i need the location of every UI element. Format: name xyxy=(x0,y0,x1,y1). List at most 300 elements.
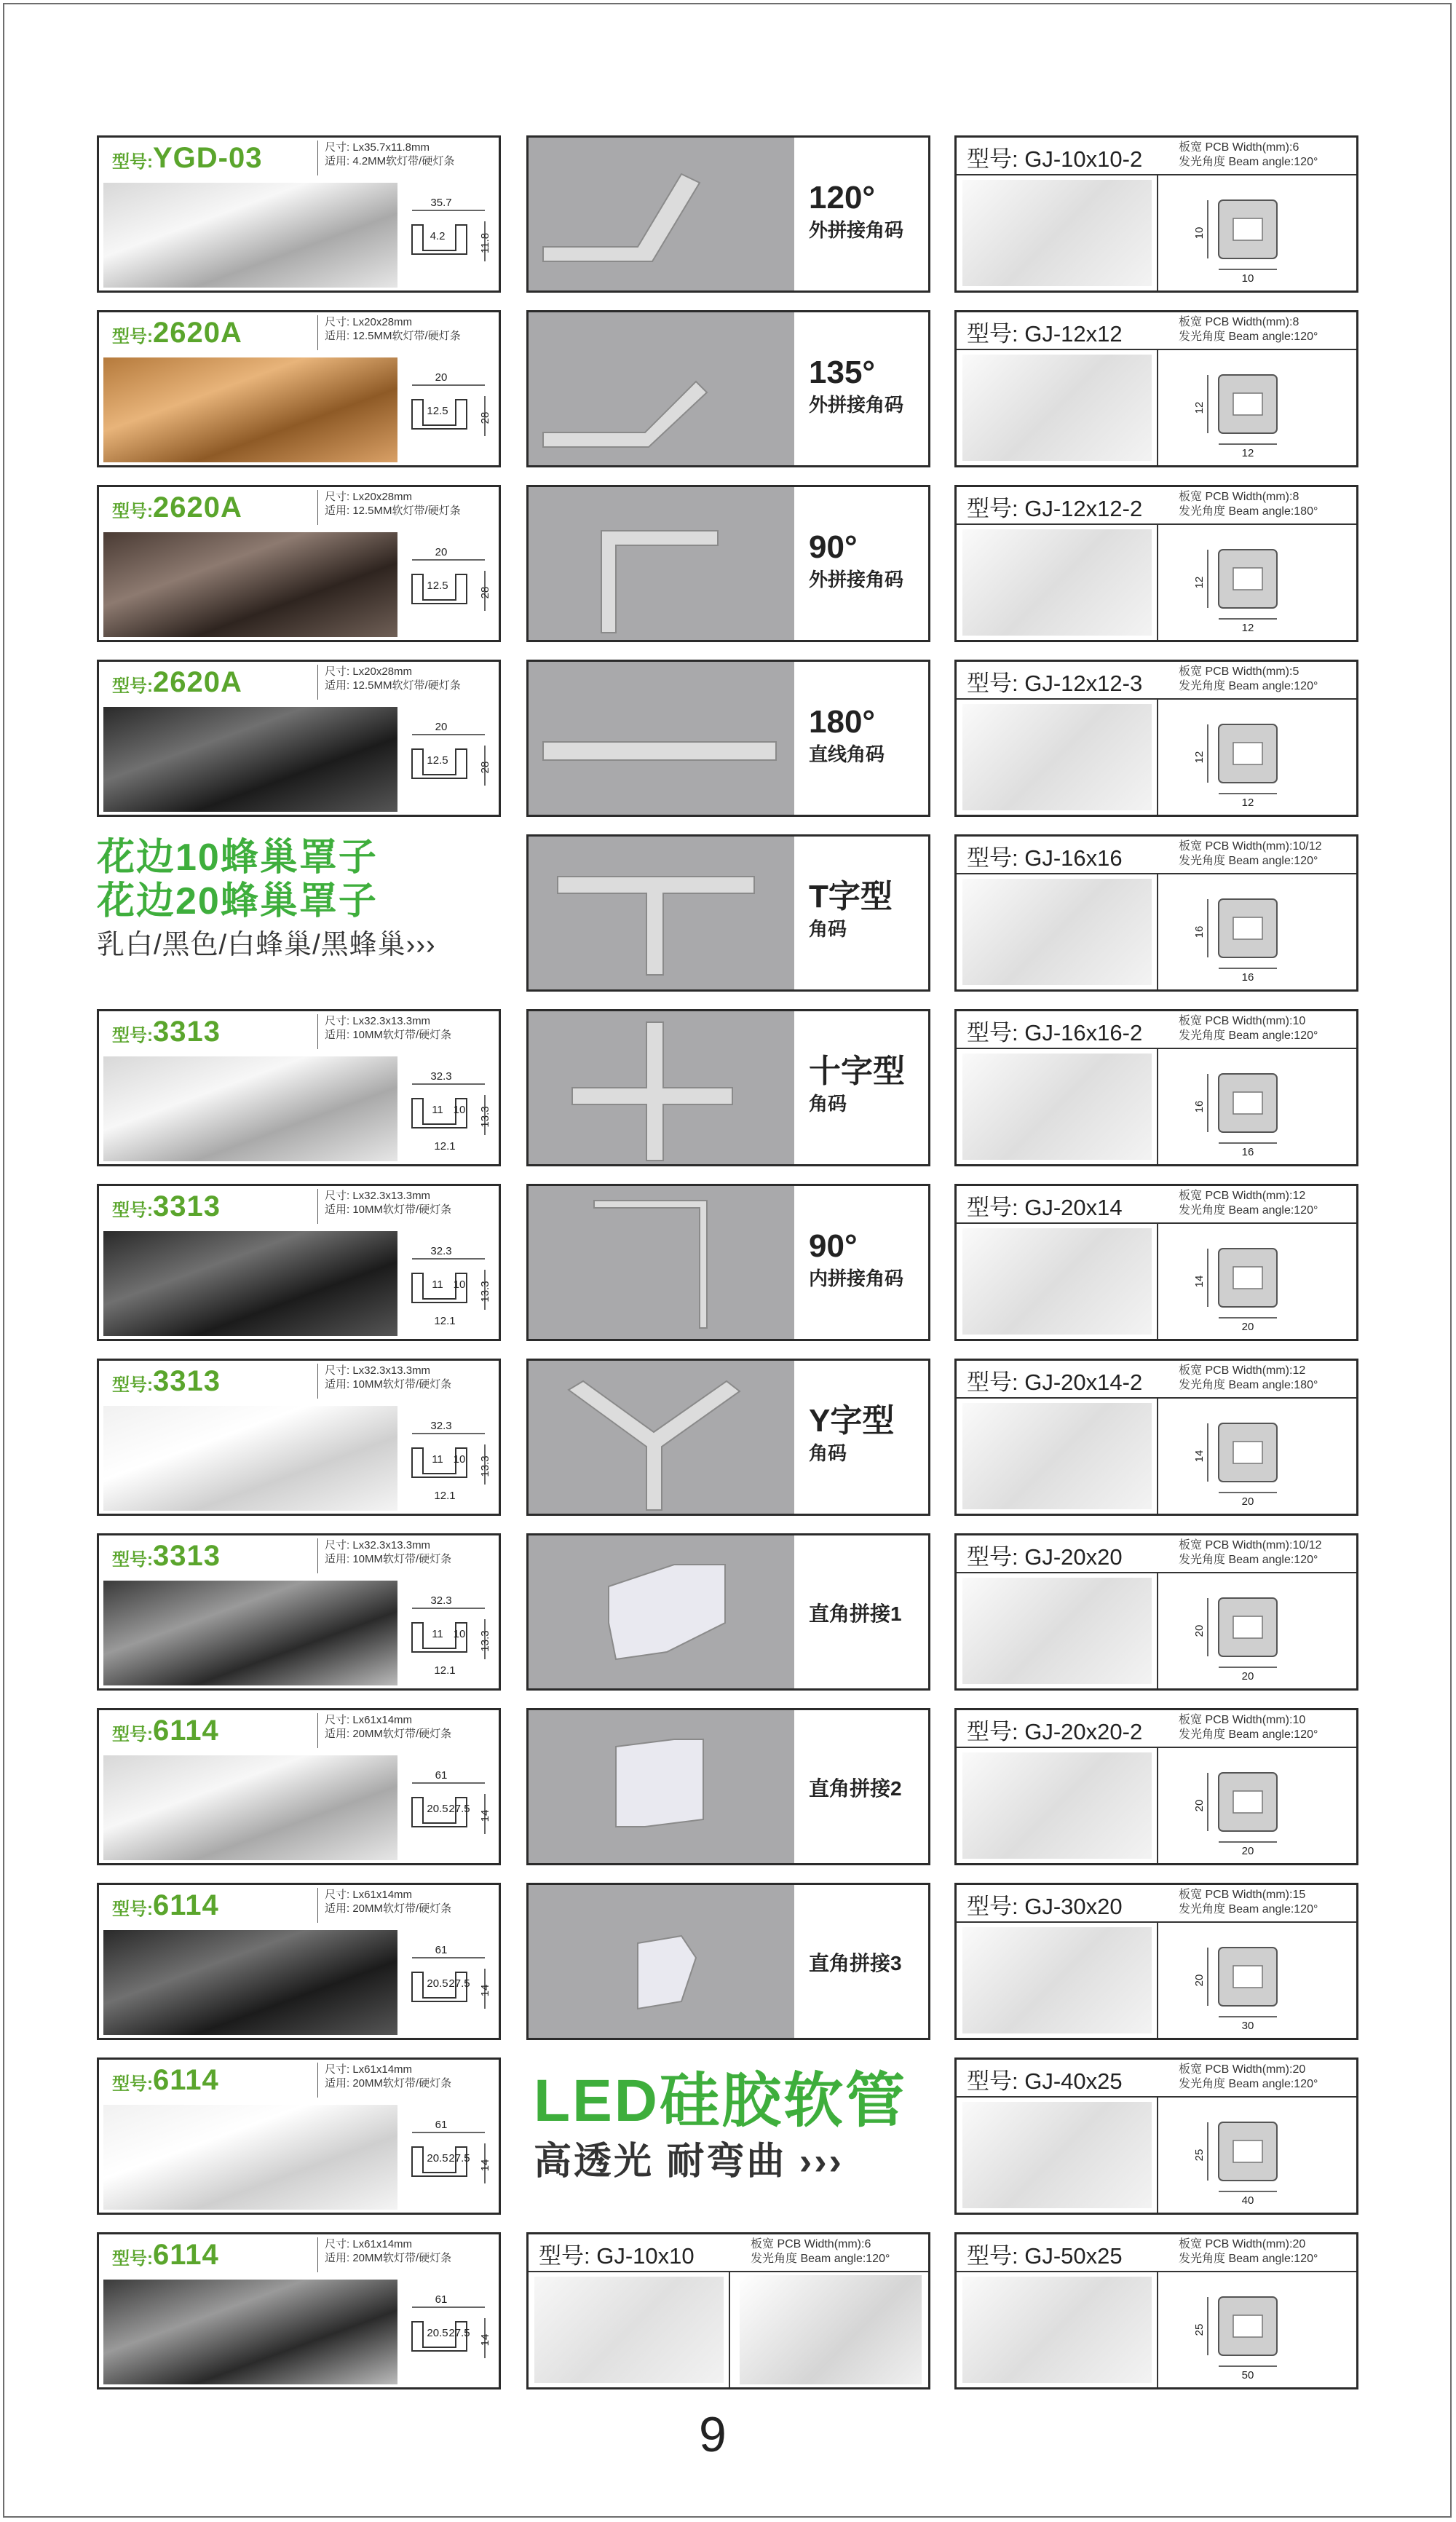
model-number: 6114 xyxy=(153,1889,219,1921)
connector-outline xyxy=(616,1739,703,1827)
column-divider xyxy=(1157,175,1158,292)
column-divider xyxy=(1157,2272,1158,2389)
model-header xyxy=(99,138,300,180)
spec-text xyxy=(325,490,492,518)
dimension-label: 32.3 xyxy=(430,1070,452,1083)
height-label: 16 xyxy=(1193,925,1206,938)
height-label: 20 xyxy=(1193,1624,1206,1637)
spec-text xyxy=(325,665,492,692)
spec-application: 适用: 4.2MM软灯带/硬灯条 xyxy=(325,155,455,167)
column-divider xyxy=(1157,1573,1158,1690)
tube-spec xyxy=(1179,1189,1318,1218)
profile-photo xyxy=(103,707,397,812)
profile-photo xyxy=(103,1056,397,1161)
dimension-label: 12.1 xyxy=(434,1140,456,1153)
tube-spec xyxy=(1179,2063,1318,2092)
left-product-card xyxy=(97,1359,501,1516)
width-label: 20 xyxy=(1241,1495,1254,1508)
left-product-card xyxy=(97,485,501,642)
spec-size: 尺寸: Lx61x14mm xyxy=(325,2063,413,2076)
spec-text xyxy=(325,1189,492,1217)
tube-model: 型号: GJ-20x14-2 xyxy=(967,1369,1143,1395)
profile-cross-section-drawing xyxy=(405,1754,496,1863)
model-number: 6114 xyxy=(153,2064,219,2096)
spec-application: 适用: 10MM软灯带/硬灯条 xyxy=(325,1553,452,1565)
connector-shape xyxy=(529,837,791,991)
left-product-card xyxy=(97,2232,501,2389)
profile-photo xyxy=(103,1755,397,1860)
model-prefix: 型号: xyxy=(112,1201,153,1220)
dimension-label: 28 xyxy=(479,411,491,424)
tube-spec xyxy=(1179,1888,1318,1917)
height-label: 25 xyxy=(1193,2323,1206,2336)
tube-model: 型号: GJ-10x10-2 xyxy=(967,146,1143,172)
silicone-tube-card xyxy=(954,1184,1358,1341)
beam-angle: 发光角度 Beam angle:120° xyxy=(1179,1554,1318,1566)
spec-size: 尺寸: Lx61x14mm xyxy=(325,2238,413,2250)
model-header xyxy=(99,487,300,529)
model-prefix: 型号: xyxy=(112,1725,153,1744)
banner-subtitle: 高透光 耐弯曲 ››› xyxy=(534,2140,844,2183)
dimension-label: 20 xyxy=(435,371,448,384)
connector-type: 内拼接角码 xyxy=(809,1268,904,1289)
spec-text xyxy=(325,1888,492,1916)
dimension-label: 35.7 xyxy=(430,197,452,209)
tube-cross-section-drawing xyxy=(1168,178,1350,288)
beam-angle: 发光角度 Beam angle:120° xyxy=(1179,1029,1318,1042)
dimension-label: 10 xyxy=(453,1278,466,1291)
dimension-label: 10 xyxy=(453,1104,466,1116)
connector-shape xyxy=(529,1186,791,1340)
model-header xyxy=(99,662,300,704)
model-label xyxy=(112,2064,219,2097)
tube-cross-section-drawing xyxy=(1168,353,1350,462)
profile-photo xyxy=(103,1406,397,1511)
model-number: 2620A xyxy=(153,491,242,523)
connector-card xyxy=(526,1883,930,2040)
width-label: 12 xyxy=(1241,622,1254,634)
width-label: 10 xyxy=(1241,272,1254,285)
dimension-label: 13.3 xyxy=(479,1455,491,1477)
tube-photo xyxy=(962,355,1152,461)
dimension-label: 32.3 xyxy=(430,1594,452,1607)
tube-model: 型号: GJ-30x20 xyxy=(967,1894,1123,1919)
tube-photo xyxy=(962,1927,1152,2033)
connector-outline xyxy=(543,382,707,447)
silicone-tube-banner xyxy=(534,2066,938,2205)
beam-angle: 发光角度 Beam angle:120° xyxy=(1179,156,1318,168)
height-label: 12 xyxy=(1193,751,1206,764)
connector-name: 直角拼接1 xyxy=(809,1602,902,1625)
pcb-width: 板宽 PCB Width(mm):10 xyxy=(1179,1714,1306,1726)
tube-model: 型号: GJ-12x12-2 xyxy=(967,496,1143,521)
column-divider xyxy=(1157,2098,1158,2214)
tube-spec xyxy=(1179,315,1318,344)
tube-channel xyxy=(1233,1791,1262,1813)
left-product-card xyxy=(97,1708,501,1865)
header-divider xyxy=(317,2237,318,2272)
pcb-width: 板宽 PCB Width(mm):8 xyxy=(1179,491,1299,503)
width-label: 50 xyxy=(1241,2369,1254,2381)
connector-angle: 90° xyxy=(809,529,858,565)
dimension-label: 27.5 xyxy=(448,1803,470,1815)
tube-model: 型号: GJ-40x25 xyxy=(967,2068,1123,2094)
page-number: 9 xyxy=(699,2407,727,2462)
tube-photo xyxy=(962,180,1152,286)
connector-outline xyxy=(569,1381,740,1510)
connector-photo-area xyxy=(529,312,794,465)
connector-outline xyxy=(609,1565,725,1659)
dimension-label: 20 xyxy=(435,546,448,558)
header-divider xyxy=(317,1538,318,1573)
model-label xyxy=(112,1889,219,1922)
connector-photo-area xyxy=(529,1710,794,1863)
pcb-width: 板宽 PCB Width(mm):12 xyxy=(1179,1190,1306,1202)
dimension-label: 12.1 xyxy=(434,1315,456,1327)
dimension-label: 32.3 xyxy=(430,1420,452,1432)
silicone-tube-card xyxy=(954,834,1358,992)
header-divider xyxy=(317,665,318,700)
silicone-tube-card xyxy=(954,1883,1358,2040)
width-label: 20 xyxy=(1241,1845,1254,1857)
beam-angle: 发光角度 Beam angle:120° xyxy=(1179,1903,1318,1916)
column-divider xyxy=(729,2272,730,2389)
silicone-tube-card xyxy=(954,1359,1358,1516)
model-number: 6114 xyxy=(153,2239,219,2271)
tube-model: 型号: GJ-20x14 xyxy=(967,1195,1123,1220)
width-label: 16 xyxy=(1241,971,1254,984)
model-label xyxy=(112,1016,221,1048)
profile-photo xyxy=(103,1930,397,2035)
connector-type: 直线角码 xyxy=(809,743,885,765)
connector-photo-area xyxy=(529,1011,794,1164)
connector-shape xyxy=(529,487,791,641)
beam-angle: 发光角度 Beam angle:120° xyxy=(1179,855,1318,867)
spec-application: 适用: 10MM软灯带/硬灯条 xyxy=(325,1203,452,1216)
dimension-label: 11 xyxy=(432,1278,443,1291)
connector-shape xyxy=(529,662,791,816)
dimension-label: 14 xyxy=(479,1984,491,1997)
left-product-card xyxy=(97,1009,501,1166)
left-product-card xyxy=(97,135,501,293)
column-divider xyxy=(1157,350,1158,467)
model-label xyxy=(112,1365,221,1398)
tube-spec xyxy=(1179,490,1318,519)
silicone-tube-card xyxy=(954,2057,1358,2215)
dimension-label: 11 xyxy=(432,1104,443,1116)
tube-channel xyxy=(1233,2140,1262,2162)
connector-card xyxy=(526,310,930,467)
profile-cross-section-drawing xyxy=(405,1404,496,1514)
model-header xyxy=(99,1885,300,1927)
profile-cross-section-drawing xyxy=(405,2103,496,2213)
tube-cross-section-drawing xyxy=(1168,2100,1350,2210)
tube-spec xyxy=(751,2237,890,2266)
connector-shape xyxy=(529,312,791,467)
silicone-tube-card xyxy=(954,485,1358,642)
beam-angle: 发光角度 Beam angle:120° xyxy=(751,2253,890,2265)
model-prefix: 型号: xyxy=(112,1900,153,1919)
dimension-label: 10 xyxy=(453,1628,466,1640)
dimension-label: 61 xyxy=(435,2293,448,2306)
tube-model: 型号: GJ-12x12 xyxy=(967,321,1123,347)
connector-card xyxy=(526,834,930,992)
spec-application: 适用: 12.5MM软灯带/硬灯条 xyxy=(325,505,461,517)
connector-shape xyxy=(529,138,791,292)
beam-angle: 发光角度 Beam angle:120° xyxy=(1179,1728,1318,1741)
tube-spec xyxy=(1179,141,1318,170)
connector-type: 外拼接角码 xyxy=(809,394,904,416)
column-divider xyxy=(1157,1224,1158,1340)
profile-photo xyxy=(103,1231,397,1336)
spec-application: 适用: 20MM软灯带/硬灯条 xyxy=(325,2077,452,2090)
model-label xyxy=(112,1190,221,1223)
connector-type: 外拼接角码 xyxy=(809,219,904,241)
connector-card xyxy=(526,1009,930,1166)
connector-angle: 90° xyxy=(809,1228,858,1264)
connector-photo-area xyxy=(529,837,794,989)
connector-outline xyxy=(594,1201,707,1328)
spec-application: 适用: 20MM软灯带/硬灯条 xyxy=(325,1728,452,1740)
silicone-tube-card xyxy=(954,310,1358,467)
pcb-width: 板宽 PCB Width(mm):10 xyxy=(1179,1015,1306,1027)
tube-model: 型号: GJ-50x25 xyxy=(967,2243,1123,2269)
model-label xyxy=(112,2239,219,2272)
dimension-label: 20.5 xyxy=(427,1803,448,1815)
connector-name: 直角拼接2 xyxy=(809,1777,902,1800)
tube-spec xyxy=(1179,1364,1318,1393)
profile-cross-section-drawing xyxy=(405,1579,496,1688)
connector-card xyxy=(526,485,930,642)
tube-cross-section-drawing xyxy=(1168,1402,1350,1511)
dimension-label: 13.3 xyxy=(479,1281,491,1302)
tube-cross-section-drawing xyxy=(1168,1227,1350,1336)
beam-angle: 发光角度 Beam angle:120° xyxy=(1179,1204,1318,1217)
dimension-label: 10 xyxy=(453,1453,466,1466)
dimension-label: 11 xyxy=(432,1453,443,1466)
header-divider xyxy=(317,141,318,175)
width-label: 16 xyxy=(1241,1146,1254,1158)
tube-photo xyxy=(962,2102,1152,2208)
silicone-tube-card xyxy=(954,660,1358,817)
beam-angle: 发光角度 Beam angle:120° xyxy=(1179,2253,1318,2265)
pcb-width: 板宽 PCB Width(mm):20 xyxy=(1179,2238,1306,2250)
tube-photo xyxy=(962,879,1152,985)
model-header xyxy=(99,2234,300,2277)
header-divider xyxy=(317,1888,318,1923)
tube-photo xyxy=(962,1228,1152,1335)
dimension-label: 12.1 xyxy=(434,1664,456,1677)
spec-text xyxy=(325,2237,492,2265)
width-label: 30 xyxy=(1241,2020,1254,2032)
header-divider xyxy=(317,1364,318,1399)
pcb-width: 板宽 PCB Width(mm):15 xyxy=(1179,1889,1306,1901)
banner-title: LED硅胶软管 xyxy=(534,2068,908,2134)
connector-card xyxy=(526,1184,930,1341)
model-label xyxy=(112,1540,221,1573)
tube-spec xyxy=(1179,665,1318,694)
tube-channel xyxy=(1233,393,1262,415)
height-label: 20 xyxy=(1193,1799,1206,1812)
beam-angle: 发光角度 Beam angle:180° xyxy=(1179,1379,1318,1391)
model-label xyxy=(112,491,242,524)
profile-cross-section-drawing xyxy=(405,1055,496,1164)
dimension-label: 28 xyxy=(479,761,491,774)
connector-card xyxy=(526,1359,930,1516)
connector-photo-area xyxy=(529,1186,794,1339)
connector-outline xyxy=(638,1936,696,2009)
model-label xyxy=(112,317,242,349)
model-number: 2620A xyxy=(153,317,242,349)
model-number: 3313 xyxy=(153,1365,221,1397)
column-divider xyxy=(1157,525,1158,641)
dimension-label: 32.3 xyxy=(430,1245,452,1257)
connector-photo-area xyxy=(529,138,794,290)
beam-angle: 发光角度 Beam angle:180° xyxy=(1179,505,1318,518)
connector-photo-area xyxy=(529,1361,794,1514)
header-divider xyxy=(317,1014,318,1049)
tube-model: 型号: GJ-20x20-2 xyxy=(967,1719,1143,1744)
header-divider xyxy=(317,1713,318,1748)
beam-angle: 发光角度 Beam angle:120° xyxy=(1179,680,1318,692)
model-header xyxy=(99,1361,300,1403)
spec-text xyxy=(325,2063,492,2090)
tube-drawing xyxy=(740,2275,922,2384)
left-product-card xyxy=(97,1184,501,1341)
dimension-label: 14 xyxy=(479,1809,491,1822)
dimension-label: 12.5 xyxy=(427,405,448,417)
spec-size: 尺寸: Lx35.7x11.8mm xyxy=(325,141,430,154)
dimension-label: 61 xyxy=(435,1769,448,1782)
tube-channel xyxy=(1233,1616,1262,1638)
model-header xyxy=(99,2060,300,2102)
profile-cross-section-drawing xyxy=(405,1929,496,2038)
tube-photo xyxy=(962,1054,1152,1160)
connector-type: 角码 xyxy=(809,1442,847,1464)
silicone-tube-card xyxy=(526,2232,930,2389)
connector-photo-area xyxy=(529,1535,794,1688)
spec-text xyxy=(325,1364,492,1391)
width-label: 12 xyxy=(1241,447,1254,459)
width-label: 20 xyxy=(1241,1670,1254,1683)
height-label: 16 xyxy=(1193,1100,1206,1113)
model-prefix: 型号: xyxy=(112,2074,153,2094)
banner-line-2: 花边20蜂巢罩子 xyxy=(97,880,378,922)
connector-shape xyxy=(529,1361,791,1515)
profile-cross-section-drawing xyxy=(405,1230,496,1339)
silicone-tube-card xyxy=(954,1533,1358,1691)
silicone-tube-card xyxy=(954,2232,1358,2389)
model-number: YGD-03 xyxy=(153,142,263,174)
profile-photo xyxy=(103,1581,397,1685)
spec-size: 尺寸: Lx20x28mm xyxy=(325,491,413,503)
height-label: 14 xyxy=(1193,1450,1206,1463)
banner-line-3: 乳白/黑色/白蜂巢/黑蜂巢››› xyxy=(97,930,436,960)
left-product-card xyxy=(97,1533,501,1691)
spec-text xyxy=(325,1538,492,1566)
dimension-label: 61 xyxy=(435,1944,448,1956)
banner-line-1: 花边10蜂巢罩子 xyxy=(97,837,378,879)
beam-angle: 发光角度 Beam angle:120° xyxy=(1179,331,1318,343)
dimension-label: 11 xyxy=(432,1628,443,1640)
profile-photo xyxy=(103,357,397,462)
pcb-width: 板宽 PCB Width(mm):8 xyxy=(1179,316,1299,328)
tube-cross-section-drawing xyxy=(1168,877,1350,987)
spec-size: 尺寸: Lx32.3x13.3mm xyxy=(325,1539,431,1551)
tube-spec xyxy=(1179,1713,1318,1742)
tube-photo xyxy=(962,2277,1152,2383)
tube-spec xyxy=(1179,839,1322,869)
width-label: 20 xyxy=(1241,1321,1254,1333)
spec-application: 适用: 10MM软灯带/硬灯条 xyxy=(325,1378,452,1391)
tube-photo xyxy=(962,704,1152,810)
connector-angle: 135° xyxy=(809,355,876,390)
tube-channel xyxy=(1233,917,1262,939)
spec-text xyxy=(325,315,492,343)
spec-application: 适用: 20MM软灯带/硬灯条 xyxy=(325,1902,452,1915)
left-product-card xyxy=(97,1883,501,2040)
model-label xyxy=(112,666,242,699)
honeycomb-cover-banner xyxy=(97,836,501,992)
connector-angle: 180° xyxy=(809,704,876,740)
connector-shape xyxy=(529,1535,791,1690)
height-label: 12 xyxy=(1193,401,1206,414)
connector-photo-area xyxy=(529,487,794,640)
header-divider xyxy=(317,490,318,525)
profile-cross-section-drawing xyxy=(405,2278,496,2387)
dimension-label: 14 xyxy=(479,2159,491,2172)
tube-cross-section-drawing xyxy=(1168,703,1350,812)
dimension-label: 20 xyxy=(435,721,448,733)
column-divider xyxy=(1157,1748,1158,1865)
model-number: 6114 xyxy=(153,1715,219,1747)
dimension-label: 12.1 xyxy=(434,1490,456,1502)
connector-shape xyxy=(529,1710,791,1865)
spec-text xyxy=(325,1014,492,1042)
tube-spec xyxy=(1179,2237,1318,2266)
dimension-label: 13.3 xyxy=(479,1106,491,1128)
tube-channel xyxy=(1233,1092,1262,1114)
tube-channel xyxy=(1233,1966,1262,1988)
model-prefix: 型号: xyxy=(112,1375,153,1395)
tube-cross-section-drawing xyxy=(1168,1052,1350,1161)
tube-channel xyxy=(1233,1442,1262,1463)
connector-outline xyxy=(601,531,718,633)
spec-application: 适用: 20MM软灯带/硬灯条 xyxy=(325,2252,452,2264)
tube-model: 型号: GJ-16x16-2 xyxy=(967,1020,1143,1045)
dimension-label: 20.5 xyxy=(427,2152,448,2165)
model-header xyxy=(99,1011,300,1054)
height-label: 14 xyxy=(1193,1275,1206,1288)
profile-cross-section-drawing xyxy=(405,531,496,640)
model-prefix: 型号: xyxy=(112,1026,153,1045)
dimension-label: 12.5 xyxy=(427,580,448,592)
tube-model: 型号: GJ-20x20 xyxy=(967,1544,1123,1570)
model-prefix: 型号: xyxy=(112,2249,153,2269)
tube-photo xyxy=(962,1752,1152,1859)
pcb-width: 板宽 PCB Width(mm):6 xyxy=(751,2238,871,2250)
spec-size: 尺寸: Lx20x28mm xyxy=(325,665,413,678)
dimension-label: 61 xyxy=(435,2119,448,2131)
dimension-label: 28 xyxy=(479,586,491,599)
header-divider xyxy=(317,1189,318,1224)
pcb-width: 板宽 PCB Width(mm):12 xyxy=(1179,1364,1306,1377)
tube-cross-section-drawing xyxy=(1168,1751,1350,1860)
column-divider xyxy=(1157,1923,1158,2039)
spec-size: 尺寸: Lx32.3x13.3mm xyxy=(325,1364,431,1377)
left-product-card xyxy=(97,310,501,467)
pcb-width: 板宽 PCB Width(mm):20 xyxy=(1179,2063,1306,2076)
